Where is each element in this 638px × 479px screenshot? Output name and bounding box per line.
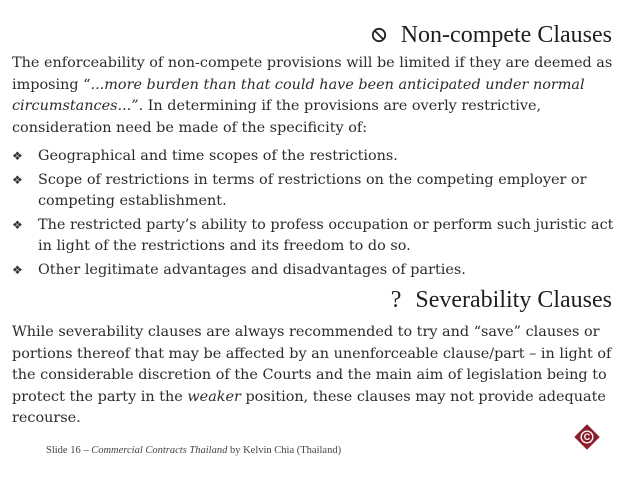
- prohibition-icon: [371, 22, 387, 49]
- diamond-bullet-icon: ❖: [12, 217, 23, 232]
- section-title-text: Non-compete Clauses: [400, 22, 612, 48]
- list-item-text: Geographical and time scopes of the restrictions.: [38, 148, 398, 164]
- severability-text-start: While severability clauses are always recommended to try and “save” clauses or portions thereof that may be affected by an unenforceable clause/part – in light of the considerable discretion of the Courts and the main aim of legislation being to protect the party in the: [12, 324, 612, 405]
- slide-footer: [46, 445, 341, 456]
- list-item: [12, 146, 624, 168]
- diamond-bullet-icon: ❖: [12, 172, 23, 187]
- intro-quote: ...more burden than that could have been anticipated under normal circumstances...”: [12, 76, 585, 114]
- restriction-list: [12, 146, 624, 283]
- list-item-text: Scope of restrictions in terms of restrictions on the competing employer or competing establishment.: [38, 171, 587, 209]
- diamond-bullet-icon: ❖: [12, 149, 23, 163]
- intro-text-end: . In determining if the provisions are overly restrictive, consideration need be made of the specificity of:: [12, 98, 542, 136]
- logo-letter: C: [583, 432, 591, 443]
- list-item: [12, 215, 624, 258]
- diamond-bullet-icon: ❖: [12, 262, 23, 277]
- section-title-severability: [391, 287, 612, 314]
- severability-text-end: position, these clauses may not provide adequate recourse.: [12, 388, 606, 426]
- severability-text: [12, 322, 624, 430]
- list-item: [12, 260, 624, 282]
- list-item: [12, 170, 624, 213]
- severability-emphasis: weaker: [187, 388, 241, 405]
- author: by Kelvin Chia (Thailand): [227, 445, 342, 456]
- slide-number: Slide 16 –: [46, 445, 92, 456]
- non-compete-intro: [12, 53, 624, 139]
- list-item-text: The restricted party’s ability to profess occupation or perform such juristic act in light of the restrictions and its freedom to do so.: [38, 216, 614, 254]
- question-symbol: ?: [390, 287, 402, 313]
- intro-text: The enforceability of non-compete provisions will be limited if they are deemed as imposing “: [12, 55, 613, 93]
- section-title-non-compete: [371, 22, 612, 49]
- list-item-text: Other legitimate advantages and disadvantages of parties.: [38, 261, 466, 278]
- presentation-title: Commercial Contracts Thailand: [91, 445, 228, 456]
- company-logo: [574, 424, 600, 450]
- section-title-text: Severability Clauses: [415, 287, 612, 313]
